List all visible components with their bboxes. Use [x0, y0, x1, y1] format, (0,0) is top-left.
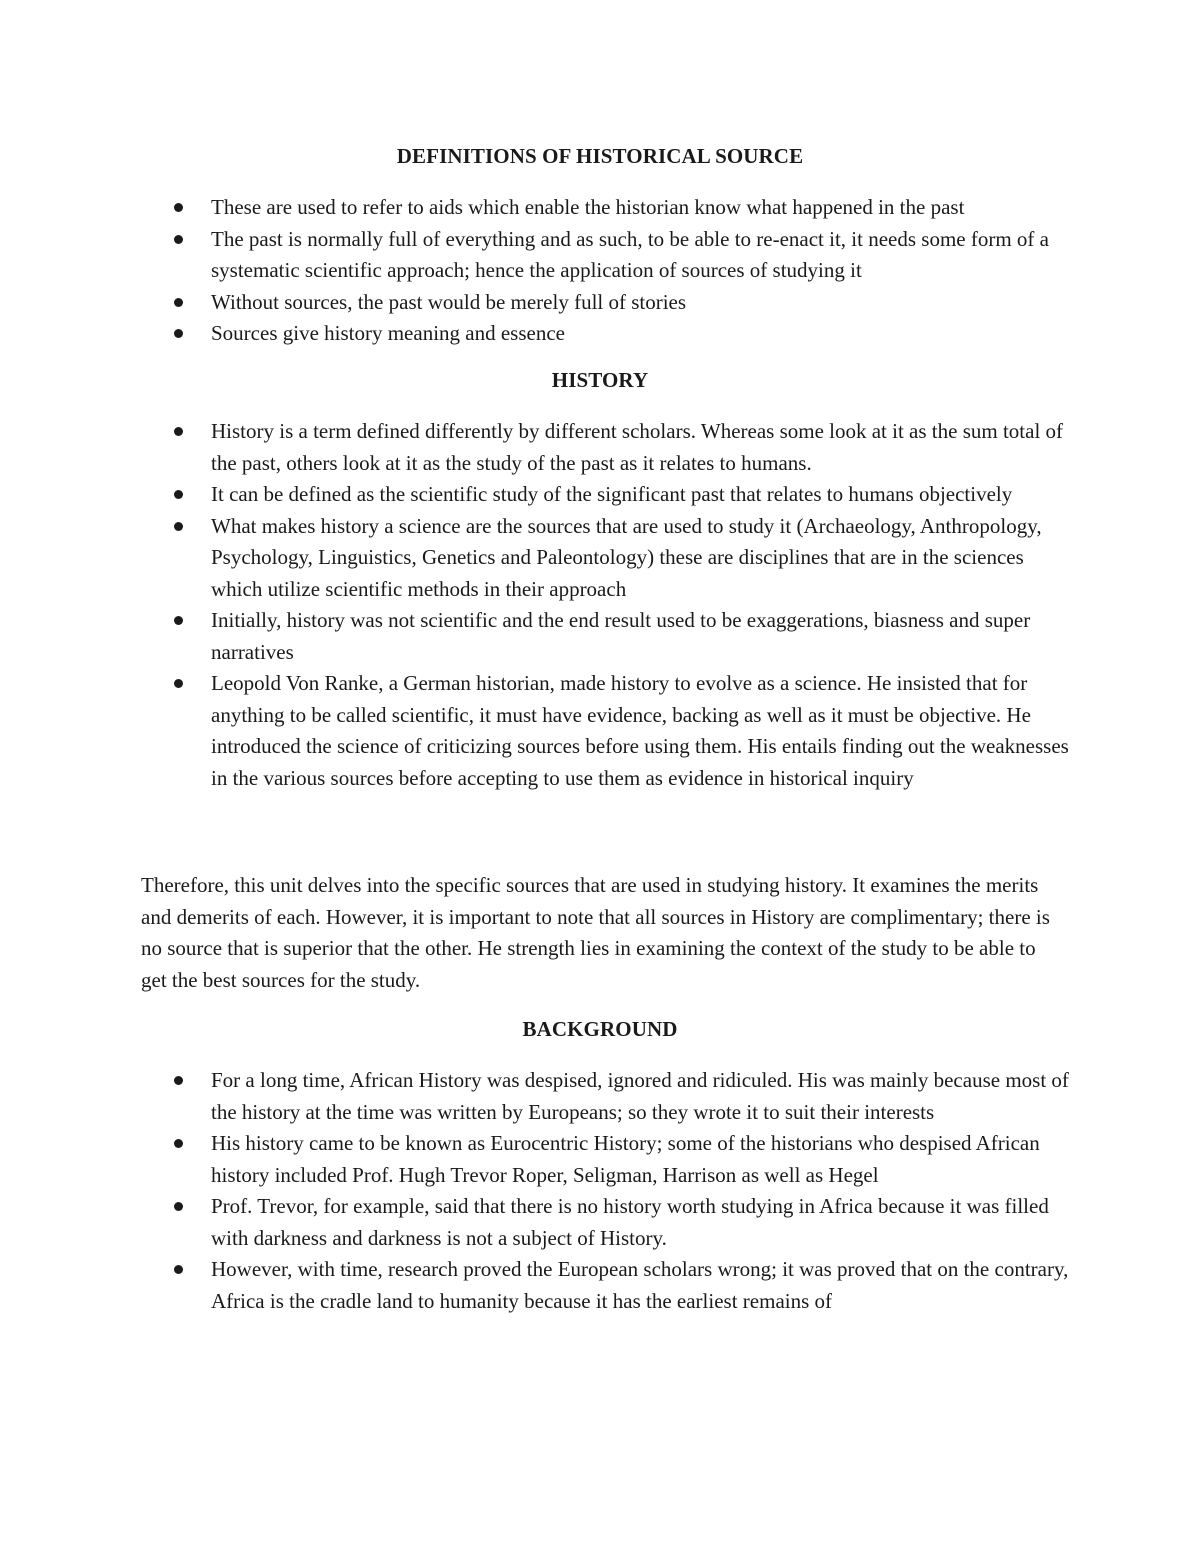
bullet-icon — [174, 1139, 183, 1148]
body-paragraph: Therefore, this unit delves into the specific sources that are used in studying history. It examines the merits and demerits of each. However, it is important to note that all sources in History are complimentary; there is no source that is superior that the other. He strength lies in examining the context of the study to be able to get the best sources for the study. — [141, 873, 1050, 992]
section-heading-history: HISTORY — [551, 368, 649, 392]
list-item — [211, 318, 1071, 350]
section-heading-definitions: DEFINITIONS OF HISTORICAL SOURCE — [396, 144, 804, 168]
bullet-icon — [174, 203, 183, 212]
list-item-text: Without sources, the past would be merely full of stories — [211, 289, 687, 314]
list-item — [211, 1065, 1071, 1128]
list-item — [211, 1191, 1071, 1254]
bullet-icon — [174, 298, 183, 307]
list-item-text: Initially, history was not scientific and the end result used to be exaggerations, biasness and super narratives — [211, 608, 1031, 664]
list-item-text: Sources give history meaning and essence — [211, 321, 565, 345]
section-heading-background: BACKGROUND — [522, 1017, 678, 1041]
bullet-icon — [174, 1265, 183, 1274]
bullet-icon — [174, 522, 183, 531]
list-item-text: For a long time, African History was despised, ignored and ridiculed. His was mainly because most of the history at the time was written by Europeans; so they wrote it to suit their interests — [211, 1068, 1069, 1124]
bullet-icon — [174, 329, 183, 338]
list-item — [211, 192, 1071, 224]
list-item-text: History is a term defined differently by different scholars. Whereas some look at it as the sum total of the past, others look at it as the study of the past as it relates to humans. — [211, 419, 1064, 475]
list-item — [211, 1128, 1071, 1191]
bullet-icon — [174, 616, 183, 625]
bullet-list-history — [211, 416, 1071, 794]
list-item — [211, 416, 1071, 479]
list-item-text: Leopold Von Ranke, a German historian, made history to evolve as a science. He insisted that for anything to be called scientific, it must have evidence, backing as well as it must be objective. He introduced the science of criticizing sources before using them. His entails finding out the weaknesses in the various sources before accepting to use them as evidence in historical inquiry — [211, 671, 1069, 790]
bullet-icon — [174, 427, 183, 436]
list-item-text: His history came to be known as Eurocentric History; some of the historians who despised African history included Prof. Hugh Trevor Roper, Seligman, Harrison as well as Hegel — [211, 1131, 1040, 1187]
list-item — [211, 605, 1071, 668]
bullet-list-definitions — [211, 192, 1071, 350]
list-item-text: However, with time, research proved the European scholars wrong; it was proved that on the contrary, Africa is the cradle land to humanity because it has the earliest remains of — [211, 1257, 1069, 1313]
bullet-list-background — [211, 1065, 1071, 1317]
bullet-icon — [174, 490, 183, 499]
list-item — [211, 668, 1071, 794]
list-item-text: Prof. Trevor, for example, said that there is no history worth studying in Africa because it was filled with darkness and darkness is not a subject of History. — [211, 1194, 1049, 1250]
list-item-text: The past is normally full of everything and as such, to be able to re-enact it, it needs some form of a systematic scientific approach; hence the application of sources of studying it — [211, 226, 1050, 282]
list-item — [211, 1254, 1071, 1317]
list-item — [211, 287, 1071, 319]
bullet-icon — [174, 1202, 183, 1211]
bullet-icon — [174, 1076, 183, 1085]
list-item-text: What makes history a science are the sources that are used to study it (Archaeology, Anthropology, Psychology, Linguistics, Genetics and Paleontology) these are disciplines that are in the sciences which utilize scientific methods in their approach — [211, 513, 1042, 601]
list-item-text: These are used to refer to aids which enable the historian know what happened in the past — [211, 195, 965, 219]
list-item-text: It can be defined as the scientific study of the significant past that relates to humans objectively — [211, 482, 1013, 506]
list-item — [211, 479, 1071, 511]
bullet-icon — [174, 679, 183, 688]
list-item — [211, 511, 1071, 606]
bullet-icon — [174, 235, 183, 244]
list-item — [211, 224, 1071, 287]
